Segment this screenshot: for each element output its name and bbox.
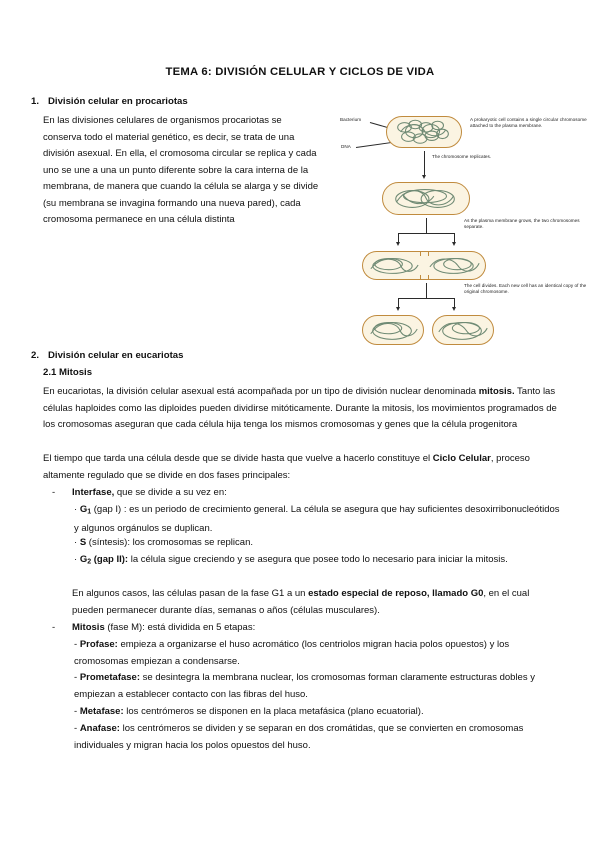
interfase-note-text (72, 586, 560, 619)
arrow-head-2-left (396, 242, 400, 246)
arrow-stem-2 (426, 218, 427, 233)
subitem-g1-term-rest: (gap I) (91, 504, 122, 515)
subitem-prometafase-term: Prometafase: (79, 672, 141, 683)
subitem-anafase-text (74, 721, 560, 754)
interfase-note (72, 586, 560, 619)
note-part-c: , en el cual pueden permanecer durante días, semanas o años (células musculares). (72, 588, 530, 616)
arrow-head-3-left (396, 307, 400, 311)
subitem-g2-body: la célula sigue creciendo y se asegura que posee todo lo necesario para iniciar la mitosis. (128, 554, 508, 565)
subitem-metafase-body: los centrómeros se disponen en la placa metafásica (plano ecuatorial). (123, 706, 424, 717)
paragraph-cell-cycle (43, 451, 559, 484)
daughter-cell-right (432, 315, 494, 345)
paragraph-mitosis-definition (43, 384, 559, 434)
bullet-interfase-rest: que se divide a su vez en: (114, 487, 227, 498)
subitem-prometafase (74, 670, 560, 703)
note-part-a: En algunos casos, las células pasan de la fase G1 a un (72, 588, 309, 599)
chromosome-squiggle-3b (424, 252, 485, 279)
subitem-s-body: (síntesis): los cromosomas se replican. (86, 537, 253, 548)
subitem-s-term: S (79, 537, 87, 548)
chromosome-squiggle-1 (387, 117, 461, 147)
bullet-interfase-text (72, 485, 560, 502)
figure-caption-2: The chromosome replicates. (432, 154, 492, 159)
section-2-number: 2. (31, 350, 40, 361)
bullet-mitosis-label: Mitosis (72, 622, 105, 633)
figure-label-dna: DNA (341, 144, 351, 149)
subitem-g2 (74, 552, 560, 571)
subitem-g1-body: : es un periodo de crecimiento general. La célula se asegura que hay suficientes desoxirribonucleótidos y algunos orgánulos se duplican. (74, 504, 560, 535)
arrow-head-3-right (452, 307, 456, 311)
arrow-head-2-right (452, 242, 456, 246)
section-2-paragraph-2 (43, 451, 559, 484)
arrow-head-1 (422, 175, 426, 179)
paragraph-text: En las divisiones celulares de organismos procariotas se conserva todo el material genético, es decir, se trata de una división asexual. En ella, el cromosoma circular se replica y cada uno se une a una un punto diferente sobre la cara interna de la membrana, de manera que cuando la célula se alarga y se divide (su membrana se invagina formando una nueva pared), cada cromosoma permanece en una célula distinta (43, 115, 319, 225)
bullet-mitosis-text (72, 620, 560, 637)
subitem-profase-term: Profase: (79, 639, 118, 650)
cell-pinch-bottom (420, 275, 421, 280)
cell-pinch-top (420, 251, 421, 256)
section-2-paragraph-1 (43, 384, 559, 434)
section-1-paragraph (43, 113, 321, 229)
subitem-metafase-prefix: - (74, 706, 80, 717)
section-2-heading: División celular en eucariotas (48, 350, 184, 361)
arrow-stem-1 (424, 151, 425, 177)
chromosome-squiggle-3a (363, 252, 424, 279)
figure-caption-1: A prokaryotic cell contains a single circular chromosome attached to the plasma membrane. (470, 117, 587, 129)
cell-pinch-bottom-2 (428, 275, 429, 280)
subitem-anafase (74, 721, 560, 754)
subitem-anafase-body: los centrómeros se dividen y se separan en dos cromátidas, que se convierten en cromosomas individuales y migran hacia los polos opuestos del huso. (74, 723, 524, 751)
subitem-g2-term: $G_2$ (79, 554, 92, 566)
subitem-g1-term: $G_1$ (79, 504, 92, 516)
daughter-cell-left (362, 315, 424, 345)
subitem-g1 (74, 502, 560, 538)
arrow-branch-bar-3 (398, 298, 454, 299)
bacterium-cell-stage-3-left (362, 251, 424, 280)
chromosome-squiggle-2 (383, 183, 469, 214)
subitem-g2-text (74, 552, 560, 571)
subitem-g1-text (74, 502, 560, 538)
bullet-marker-mitosis: - (52, 622, 56, 633)
para1-part-c: Tanto las células haploides como las diploides pueden dividirse mitóticamente. Durante la mitosis, los movimientos programados de los cromosomas aseguran que cada célula hija tenga los mismos cromosomas y genes que la célula progenitora (43, 386, 557, 430)
subitem-anafase-term: Anafase: (79, 723, 120, 734)
para1-bold-mitosis: mitosis. (478, 386, 515, 397)
bullet-marker-interfase: - (52, 487, 56, 498)
cell-pinch-top-2 (428, 251, 429, 256)
bacterium-cell-stage-3-right (424, 251, 486, 280)
subitem-s-prefix: · (74, 537, 80, 548)
subitem-s (74, 535, 560, 552)
chromosome-squiggle-4a (363, 316, 423, 344)
section-1-number: 1. (31, 96, 40, 107)
subitem-profase (74, 637, 560, 670)
subitem-profase-prefix: - (74, 639, 80, 650)
subitem-profase-body: empieza a organizarse el huso acromático (los centriolos migran hacia polos opuestos) y los cromosomas empiezan a condensarse. (74, 639, 510, 667)
bullet-mitosis (72, 620, 560, 637)
figure-caption-3: As the plasma membrane grows, the two chromosomes separate. (464, 218, 580, 230)
arrow-branch-bar-2 (398, 233, 454, 234)
bullet-interfase-label: Interfase, (72, 487, 115, 498)
bullet-interfase (72, 485, 560, 502)
subitem-prometafase-text (74, 670, 560, 703)
subitem-metafase-term: Metafase: (79, 706, 124, 717)
para1-part-a: En eucariotas, la división celular asexual está acompañada por un tipo de división nuclear denominada (43, 386, 479, 397)
page-title: TEMA 6: DIVISIÓN CELULAR Y CICLOS DE VIDA (165, 66, 435, 78)
para2-bold-ciclo-celular: Ciclo Celular (432, 453, 491, 464)
subitem-s-text (74, 535, 560, 552)
bullet-mitosis-rest: (fase M): está dividida en 5 etapas: (104, 622, 256, 633)
bacterium-cell-stage-1 (386, 116, 462, 148)
subitem-prometafase-body: se desintegra la membrana nuclear, los cromosomas forman claramente estructuras dobles y empiezan a establecer contacto con las fibras del huso. (74, 672, 535, 700)
chromosome-squiggle-4b (433, 316, 493, 344)
para2-part-c: , proceso altamente regulado que se divide en dos fases principales: (43, 453, 530, 481)
para2-part-a: El tiempo que tarda una célula desde que se divide hasta que vuelve a hacerlo constituye el (43, 453, 433, 464)
section-2-subheading: 2.1 Mitosis (43, 367, 93, 378)
arrow-stem-3 (426, 283, 427, 298)
subitem-g2-prefix: · (74, 554, 80, 565)
subitem-prometafase-prefix: - (74, 672, 80, 683)
prokaryotic-cell-division-diagram (340, 104, 598, 350)
subitem-metafase (74, 704, 560, 721)
bacterium-cell-stage-2 (382, 182, 470, 215)
figure-caption-4: The cell divides. Each new cell has an identical copy of the original chromosome. (464, 283, 587, 295)
section-1-heading: División celular en procariotas (48, 96, 188, 107)
note-bold-g0: estado especial de reposo, llamado G0 (308, 588, 484, 599)
subitem-g1-subscript: 1 (87, 508, 92, 516)
subitem-g2-subscript: 2 (87, 558, 92, 566)
subitem-profase-text (74, 637, 560, 670)
subitem-g1-prefix: · (74, 504, 80, 515)
figure-label-bacterium: Bacterium (340, 117, 362, 122)
subitem-metafase-text (74, 704, 560, 721)
subitem-anafase-prefix: - (74, 723, 80, 734)
subitem-g2-term-rest: (gap II): (91, 554, 129, 565)
